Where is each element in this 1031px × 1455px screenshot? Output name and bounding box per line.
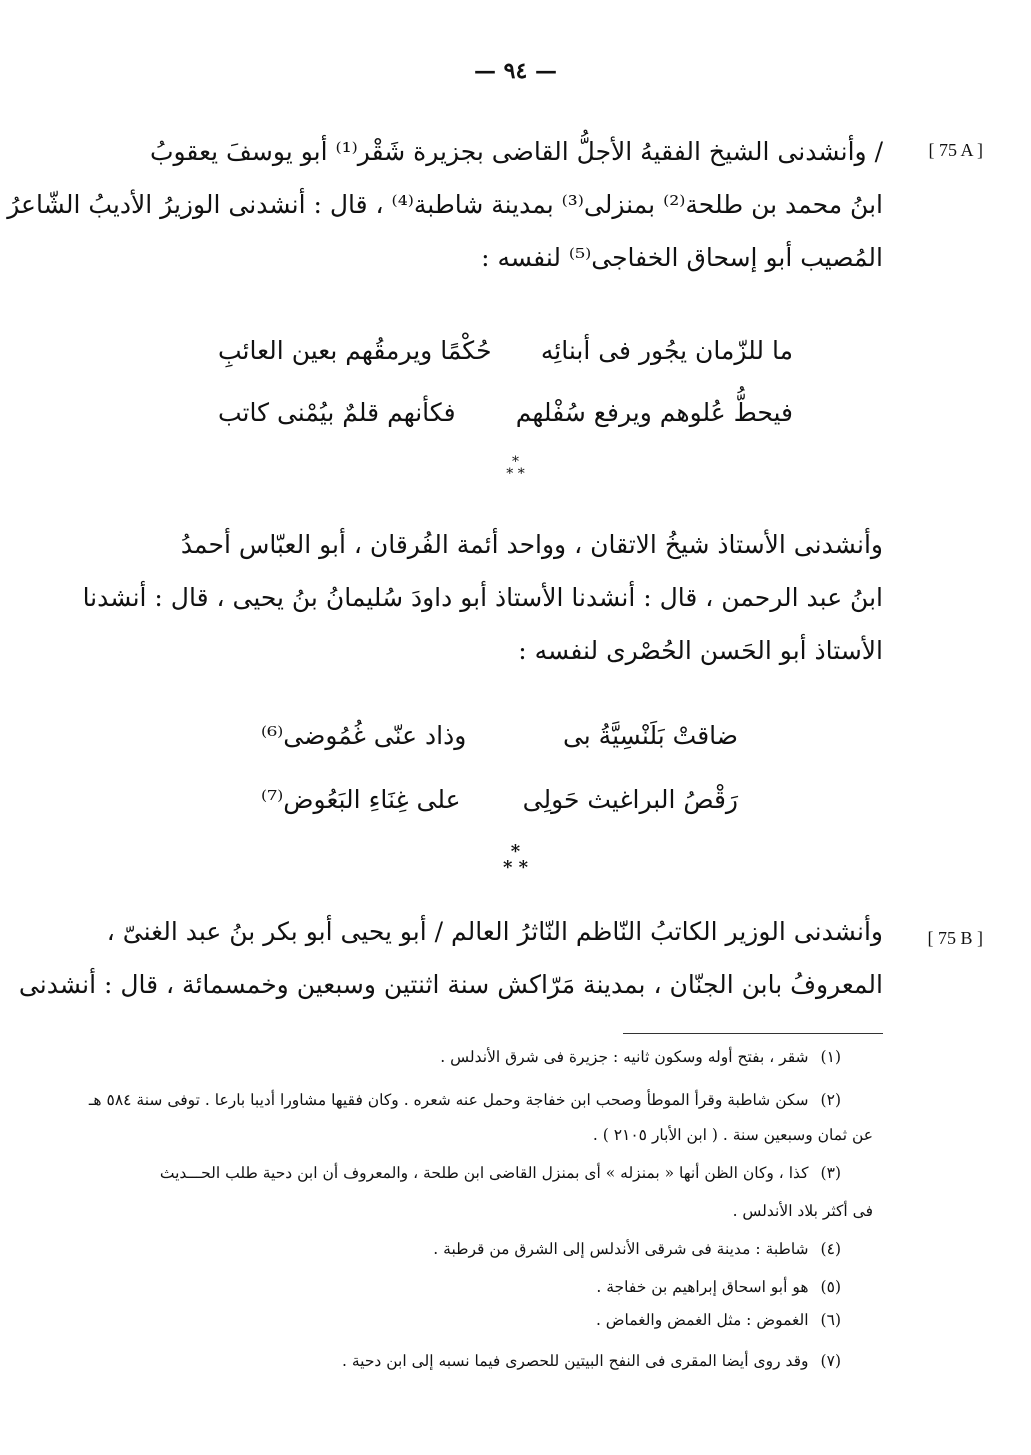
verse-hemistich-second: وذاد عنّى غُمُوضى⁽⁶⁾ (261, 721, 467, 750)
verse-line (261, 785, 738, 835)
separator-star-bottom: * * (502, 857, 529, 878)
margin-reference-75a: [ 75 A ] (928, 140, 983, 160)
prose-line: الأستاذ أبو الحَسن الحُصْرى لنفسه : (518, 636, 883, 665)
footnote-2-continuation: عن ثمان وسبعين سنة . ( ابن الأبار ٢١٠٥ ) . (592, 1126, 873, 1144)
footnote-text: الغموض : مثل الغمض والغماض . (595, 1311, 809, 1329)
page-number: — ٩٤ — (474, 58, 557, 84)
prose-line: / وأنشدنى الشيخ الفقيهُ الأجلُّ القاضى بجزيرة شَقْر⁽¹⁾ أبو يوسفَ يعقوبُ (149, 137, 883, 166)
footnote-number: (٢) (820, 1091, 841, 1109)
footnote-6 (121, 1309, 841, 1331)
footnote-5 (121, 1276, 841, 1298)
footnote-text: شاطبة : مدينة فى شرقى الأندلس إلى الشرق من قرطبة . (433, 1240, 809, 1258)
footnote-number: (٥) (820, 1278, 841, 1296)
section-separator (0, 456, 1031, 480)
verse-hemistich-first: ضاقتْ بَلَنْسِيَّةُ بى (562, 721, 738, 750)
verse-line (261, 721, 738, 771)
prose-line: وأنشدنى الوزير الكاتبُ النّاظم النّاثرُ العالم / أبو يحيى أبو بكر بنُ عبد الغنىّ ، (106, 917, 883, 946)
section3-prose (18, 908, 883, 1014)
footnote-number: (٤) (820, 1240, 841, 1258)
section2-prose (82, 521, 883, 680)
footnote-3 (121, 1162, 841, 1184)
prose-line: وأنشدنى الأستاذ شيخُ الاتقان ، وواحد أئمة الفُرقان ، أبو العبّاس أحمدُ (180, 530, 883, 559)
verse-hemistich-second: فكأنهم قلمٌ بيُمْنى كاتب (218, 398, 456, 427)
footnote-rule (623, 1033, 883, 1034)
footnote-number: (٣) (820, 1164, 841, 1182)
verse-line (218, 398, 793, 448)
prose-line: ابنُ محمد بن طلحة⁽²⁾ بمنزلى⁽³⁾ بمدينة شاطبة⁽⁴⁾ ، قال : أنشدنى الوزيرُ الأديبُ الشّاعرُ (7, 190, 883, 219)
footnote-number: (٧) (820, 1352, 841, 1370)
footnote-2 (88, 1089, 841, 1111)
separator-star-bottom: * * (506, 466, 525, 482)
footnote-text: هو أبو اسحاق إبراهيم بن خفاجة . (596, 1278, 809, 1296)
section1-prose (7, 128, 883, 287)
footnote-text: كذا ، وكان الظن أنها « بمنزله » أى بمنزل القاضى ابن طلحة ، والمعروف أن ابن دحية طلب الحـــديث (159, 1164, 809, 1182)
prose-line: المُصيب أبو إسحاق الخفاجى⁽⁵⁾ لنفسه : (481, 243, 883, 272)
prose-line: المعروفُ بابن الجنّان ، بمدينة مَرّاكش سنة اثنتين وسبعين وخمسمائة ، قال : أنشدنى (18, 970, 883, 999)
footnote-7 (121, 1350, 841, 1372)
section-separator (0, 841, 1031, 878)
footnote-text: وقد روى أيضا المقرى فى النفح البيتين للحصرى فيما نسبه إلى ابن دحية . (341, 1352, 809, 1370)
footnote-3-continuation: فى أكثر بلاد الأندلس . (732, 1202, 873, 1220)
footnote-number: (٦) (820, 1311, 841, 1329)
verse-hemistich-first: فيحطُّ عُلوهم ويرفع سُفْلهم (515, 398, 793, 427)
footnote-1 (121, 1046, 841, 1068)
verse-line (218, 336, 793, 386)
separator-star-top: * (510, 841, 521, 862)
prose-line: ابنُ عبد الرحمن ، قال : أنشدنا الأستاذ أبو داودَ سُليمانُ بنُ يحيى ، قال : أنشدنا (82, 583, 883, 612)
verse-hemistich-first: ما للزّمان يجُور فى أبنائِه (540, 336, 793, 365)
separator-star-top: * (512, 454, 519, 470)
verse-hemistich-second: حُكْمًا ويرمقُهم بعين العائبِ (218, 336, 492, 365)
footnote-text: سكن شاطبة وقرأ الموطأ وصحب ابن خفاجة وحمل عنه شعره . وكان فقيها مشاورا أديبا بارعا . توفى سنة ٥٨٤ هـ (88, 1091, 809, 1109)
margin-reference-75b: [ 75 B ] (927, 928, 983, 948)
verse-hemistich-first: رَقْصُ البراغيث حَولِى (522, 785, 738, 814)
footnote-4 (121, 1238, 841, 1260)
verse-hemistich-second: على غِنَاءِ البَعُوض⁽⁷⁾ (261, 785, 461, 814)
footnote-number: (١) (820, 1048, 841, 1066)
footnote-text: شقر ، بفتح أوله وسكون ثانيه : جزيرة فى شرق الأندلس . (440, 1048, 809, 1066)
